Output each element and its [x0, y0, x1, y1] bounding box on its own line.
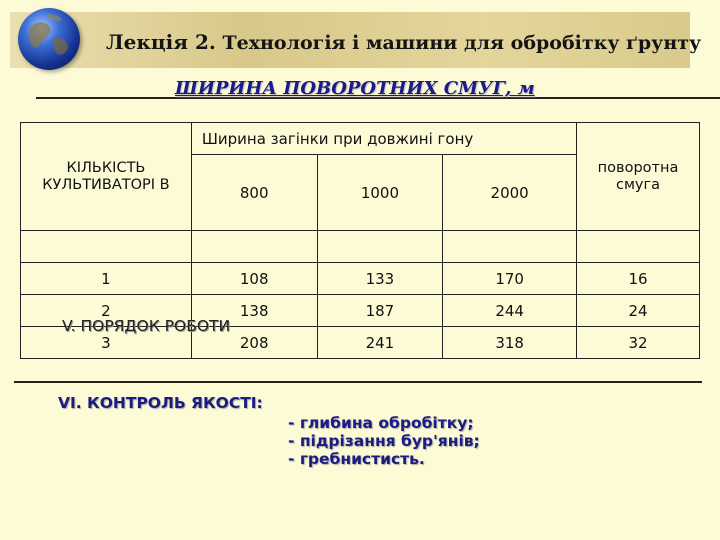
empty-cell — [21, 231, 192, 263]
table-title: ШИРИНА ПОВОРОТНИХ СМУГ, м — [175, 78, 535, 99]
table-cell: 170 — [443, 263, 577, 295]
table-row — [21, 263, 700, 295]
table-cell: 244 — [443, 295, 577, 327]
table-cell: 318 — [443, 327, 577, 359]
list-item: - глибина обробітку; — [288, 414, 474, 432]
header-cultivators: КІЛЬКІСТЬ КУЛЬТИВАТОРІ В — [21, 123, 192, 231]
table-cell: 133 — [317, 263, 443, 295]
section-divider — [14, 381, 702, 383]
table-cell: 241 — [317, 327, 443, 359]
table-cell: 108 — [191, 263, 317, 295]
section-v-heading: V. ПОРЯДОК РОБОТИ — [62, 317, 231, 335]
empty-cell — [577, 231, 700, 263]
page-title — [106, 30, 701, 54]
header-turn-strip: поворотна смуга — [577, 123, 700, 231]
table-cell: 24 — [577, 295, 700, 327]
header-length: 1000 — [317, 155, 443, 231]
lecture-number: Лекція 2. — [106, 30, 216, 54]
header-length-group: Ширина загінки при довжині гону — [191, 123, 576, 155]
list-item: - гребнистисть. — [288, 450, 425, 468]
empty-cell — [191, 231, 317, 263]
table-cell: 2 — [21, 295, 192, 327]
table-cell: 16 — [577, 263, 700, 295]
table-cell: 32 — [577, 327, 700, 359]
list-item: - підрізання бур'янів; — [288, 432, 480, 450]
globe-icon — [18, 8, 80, 70]
table-cell: 138 — [191, 295, 317, 327]
empty-cell — [443, 231, 577, 263]
empty-cell — [317, 231, 443, 263]
quality-list — [288, 414, 480, 468]
section-vi-heading: VI. КОНТРОЛЬ ЯКОСТІ: — [58, 394, 263, 412]
table-cell: 3 — [21, 327, 192, 359]
lecture-topic: Технологія і машини для обробітку ґрунту — [222, 32, 702, 54]
header-length: 800 — [191, 155, 317, 231]
table-cell: 1 — [21, 263, 192, 295]
table-cell: 187 — [317, 295, 443, 327]
table-cell: 208 — [191, 327, 317, 359]
header-length: 2000 — [443, 155, 577, 231]
